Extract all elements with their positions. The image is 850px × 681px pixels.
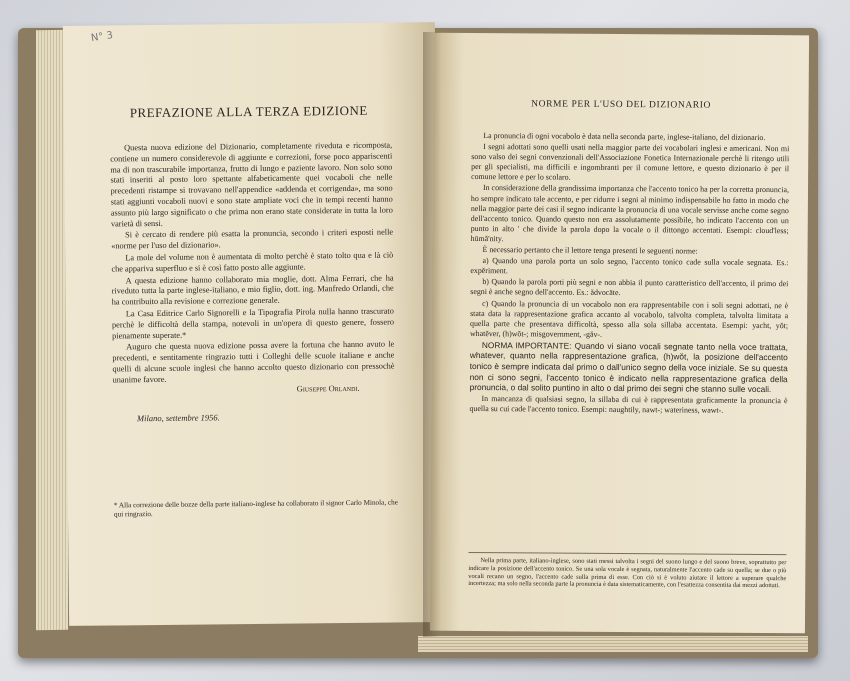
page-edges-bottom — [418, 636, 808, 652]
norms-rule-a: a) Quando una parola porta un solo segno, l'accento tonico cade sulla vocale segnata. Es.: expĕriment. — [470, 256, 789, 276]
preface-body — [110, 141, 395, 387]
preface-paragraph: La mole del volume non è aumentata di molto perchè è stato tolto qua e là ciò che appariva superfluo e si è così fatto posto alle aggiunte. — [111, 250, 394, 274]
pencil-note: N° 3 — [90, 29, 114, 45]
open-book — [18, 18, 818, 658]
norms-paragraph: La pronuncia di ogni vocabolo è data nella seconda parte, inglese-italiano, del dizionario. — [483, 131, 766, 143]
right-page — [430, 33, 809, 634]
preface-paragraph: La Casa Editrice Carlo Signorelli e la Tipografia Pirola nulla hanno trascurato perchè le difficoltà della stampa, notevoli in un'opera di questo genere, fossero pienamente superate.* — [111, 306, 395, 341]
preface-footnote: * Alla correzione delle bozze della parte italiano-inglese ha collaborato il signor Carlo Minola, che qui ringrazio. — [113, 498, 398, 519]
preface-signature: Giuseppe Orlandi. — [296, 382, 360, 394]
norms-rule-b: b) Quando la parola porti più segni e non abbia il punto caratteristico dell'accento, il primo dei segni è anche segno dell'accento. Es.: ădvocāte. — [470, 277, 789, 298]
left-page — [63, 22, 441, 626]
norms-body — [469, 131, 789, 417]
norms-closing: In mancanza di qualsiasi segno, la sillaba di cui è rappresentata graficamente la pronuncia è quella su cui cade l'accento tonico. Esempi: naughtily, nawt-; wateriness, wawt-. — [469, 393, 788, 415]
preface-paragraph: Si è cercato di rendere più esatta la pronuncia, secondo i criteri esposti nelle «norme per l'uso del dizionario». — [111, 227, 394, 251]
preface-title: PREFAZIONE ALLA TERZA EDIZIONE — [129, 102, 368, 121]
norms-title: NORME PER L'USO DEL DIZIONARIO — [531, 99, 712, 111]
important-note: NORMA IMPORTANTE: Quando vi siano vocali segnate tanto nella voce trattata, whatever, quanto nella rappresentazione grafica, (h)wŏt, la posizione dell'accento tonico è sempre indicata dal primo o dall'unico segno della voce iniziale. Se su questa non ci sono segni, l'accento tonico è indicato nella rappresentazione grafica della pronuncia, o dal solito puntino in alto o dal primo dei segni che stanno sulle vocali. — [469, 339, 788, 395]
preface-paragraph: Questa nuova edizione del Dizionario, completamente riveduta e ricomposta, contiene un numero considerevole di aggiunte e correzioni, forse poco appariscenti ma di non trascurabile importanza, frutto di lungo e paziente lavoro. Non solo sono stati inseriti al posto loro spettante alfabeticamente quei vocaboli che nelle precedenti ristampe si trovavano nell'appendice «addenda et corrigenda», ma sono stati aggiunti vocaboli nuovi e sono state ampliate voci che in tempi recenti hanno assunto più largo significato o che prima non erano state considerate in tutta la loro varietà di sensi. — [110, 140, 393, 229]
divider — [468, 552, 786, 555]
norms-paragraph: È necessario pertanto che il lettore tenga presenti le seguenti norme: — [482, 245, 698, 256]
norms-paragraph: In considerazione della grandissima importanza che l'accento tonico ha per la corretta pronuncia, ho sempre indicato tale accento, e per ridurre i segni al minimo indispensabile ho fatto in modo che nella maggior parte dei casi il segno indicante la pronuncia di una vocale servisse anche come segno dell'accento tonico. Quando questo non era assolutamente possibile, ho indicato l'accento con un punto in alto ' che divide la parola dopo la vocale o il dittongo accentati. Esempi: cloud'less; hūmă'nity. — [470, 183, 790, 244]
preface-paragraph: Auguro che questa nuova edizione possa avere la fortuna che hanno avuto le precedenti, e sentitamente ringrazio tutti i Colleghi delle scuole italiane e anche quelli di alcune scuole inglesi che hanno accolto questo dizionario con pressochè unanime favore. — [112, 339, 395, 385]
preface-place-date: Milano, settembre 1956. — [136, 412, 220, 424]
norms-rule-c: c) Quando la pronuncia di un vocabolo non era rappresentabile con i soli segni adottati, ne è stata data la rappresentazione grafica accanto al vocabolo, talvolta completa, talvolta limitata a quella parte che presentava difficoltà, spesso alla sola sillaba accentata. Esempi: yacht, yŏt; whatĕver, (h)wŏt-; misgovernment, -găv-. — [469, 298, 789, 339]
book-gutter — [423, 32, 441, 637]
preface-paragraph: A questa edizione hanno collaborato mia moglie, dott. Alma Ferrari, che ha riveduto tutta la parte inglese-italiano, e mio figlio, dott. ing. Manfredo Orlandi, che ha contribuito alla revisione e correzione generale. — [111, 273, 394, 307]
norms-paragraph: I segni adottati sono quelli usati nella maggior parte dei vocabolari inglesi e americani. Non mi sono valso dei segni convenzionali dell'Associazione Fonetica Internazionale perchè li ritengo utili per gli specialisti, ma difficili e ingombranti per il comune lettore, e questo dizionario è per il comune lettore e per lo scolaro. — [471, 142, 790, 183]
norms-fine-print: Nella prima parte, italiano-inglese, sono stati messi talvolta i segni del suono lungo e del suono breve, soprattutto per indicare la posizione dell'accento tonico. Se una sola vocale è segnata, naturalmente l'accento cade su quella; se due o più vocali recano un segno, l'accento cade sulla prima di esse. Con ciò si è voluto aiutare il lettore a superare qualche incertezza; ma solo nella seconda parte la pronuncia è data sistematicamente, con l'esattezza consentita dai mezzi adottati. — [468, 557, 787, 590]
